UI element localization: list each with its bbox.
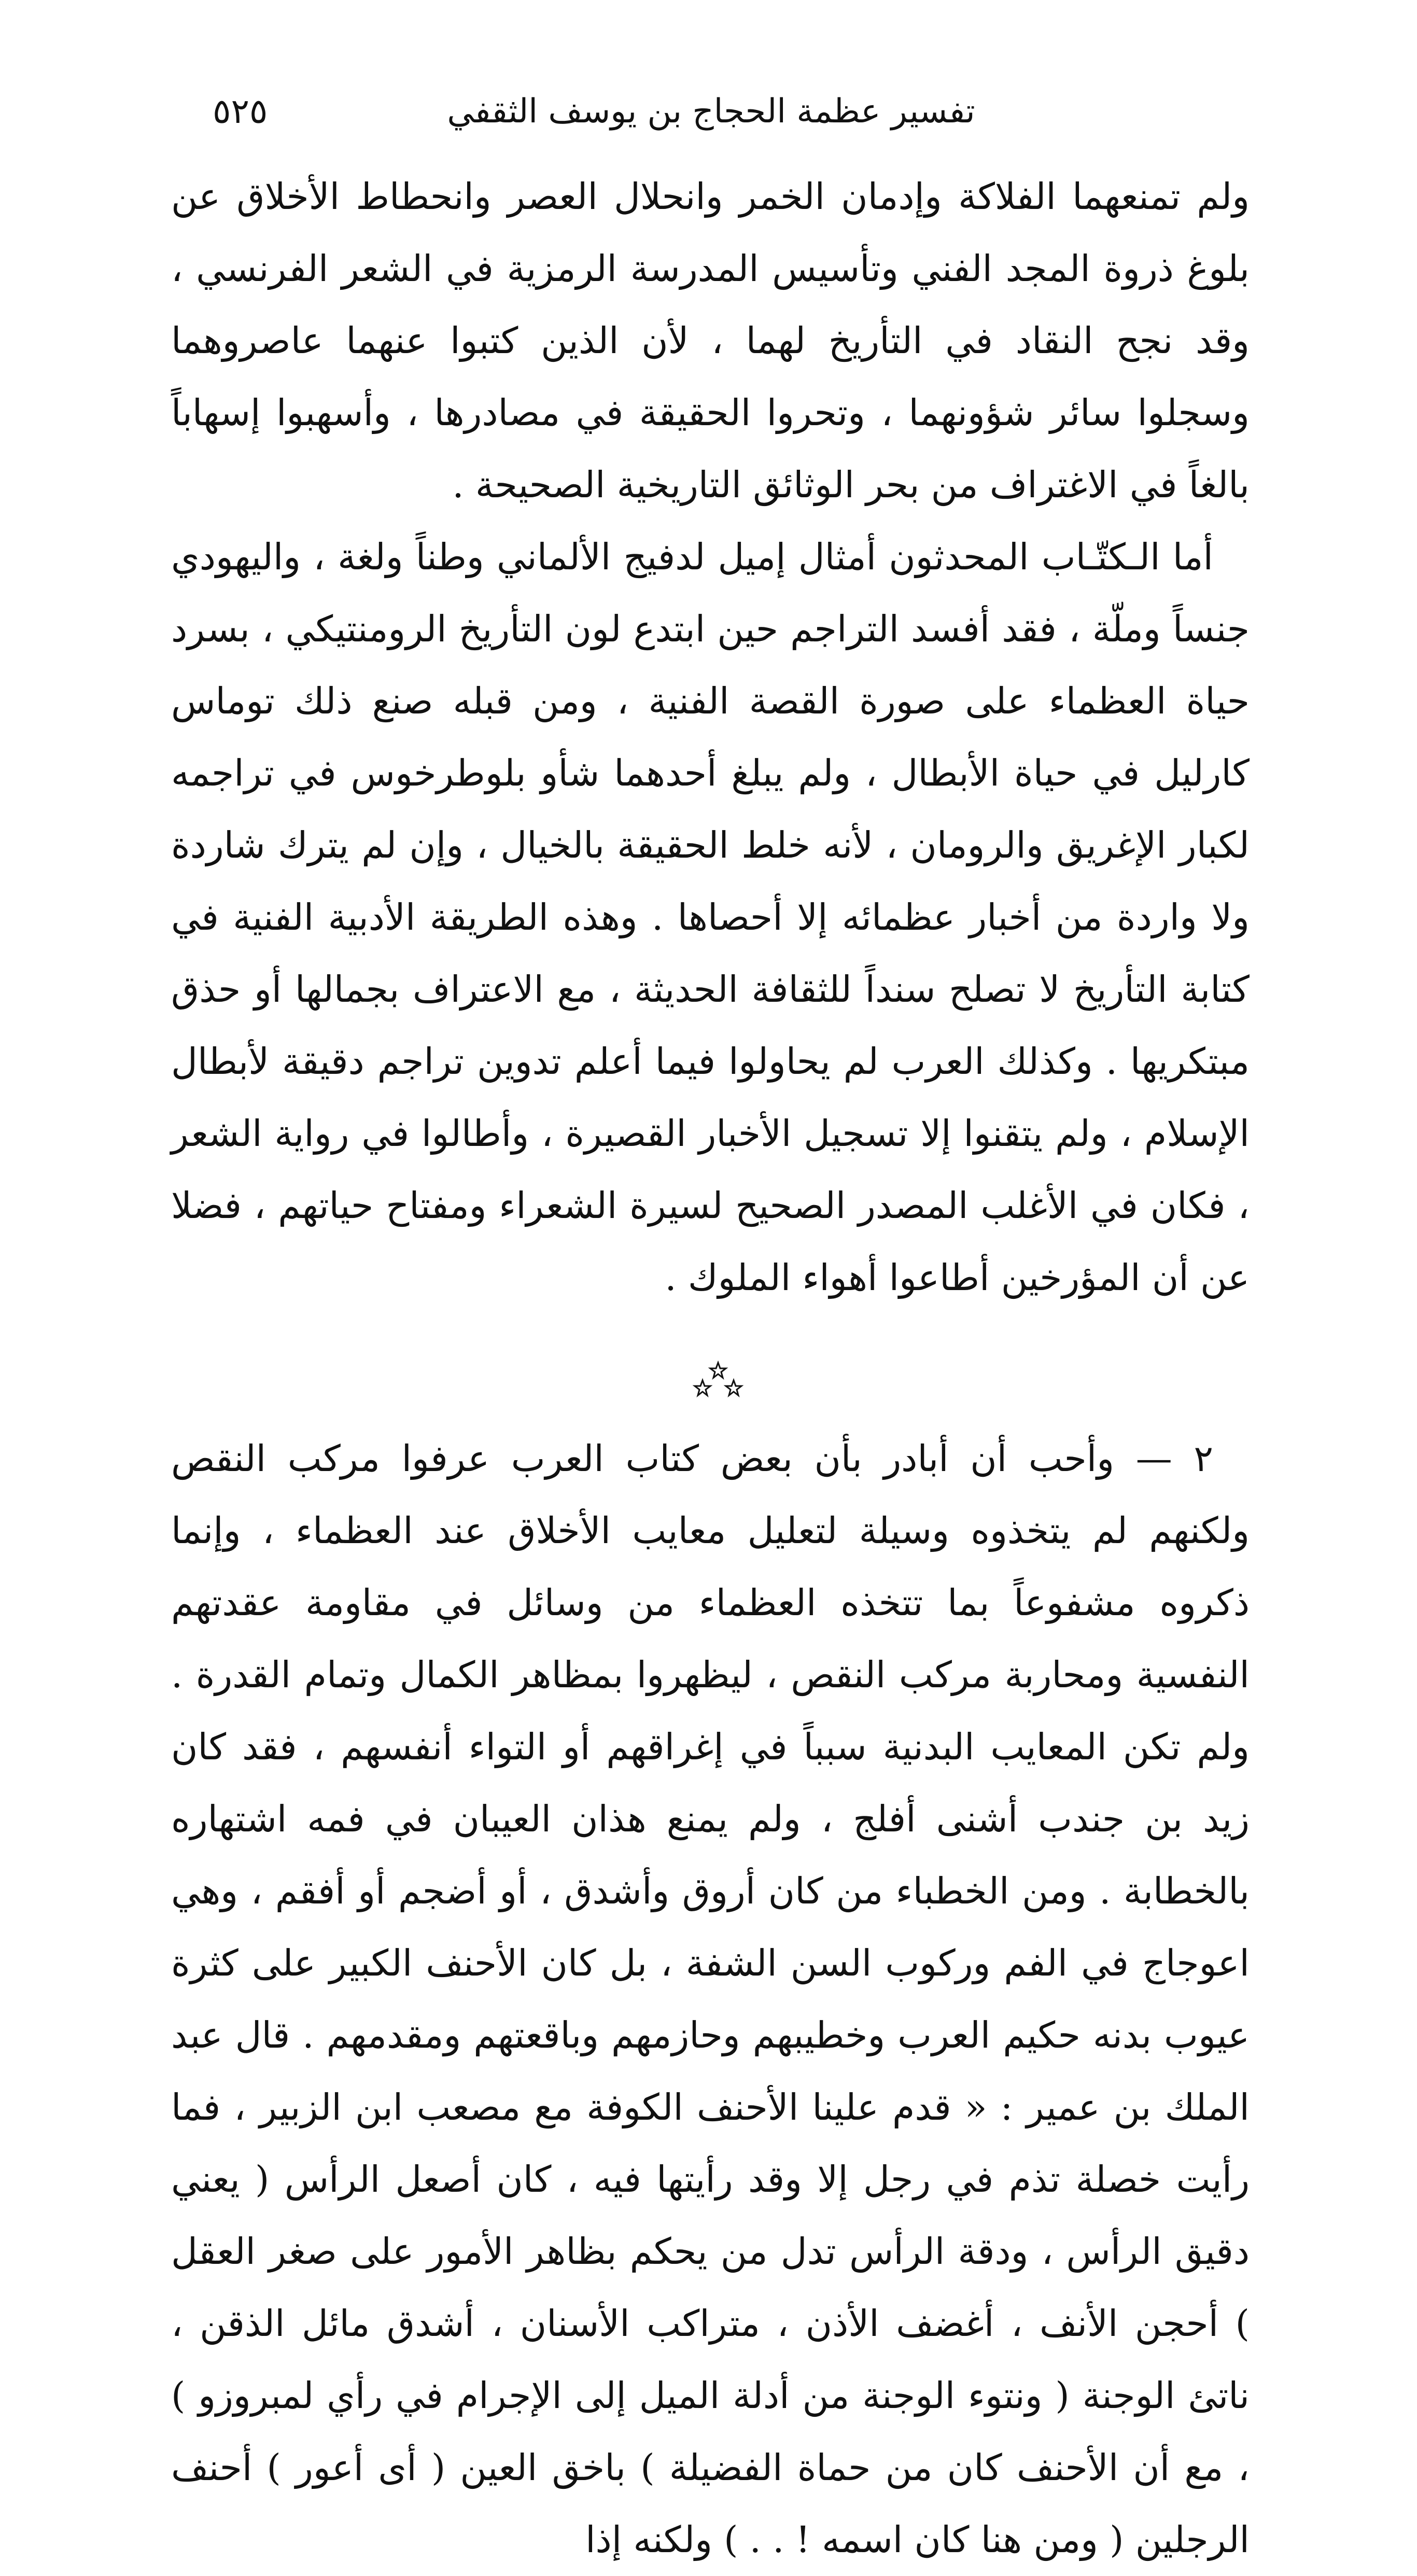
three-stars-icon: [690, 1361, 747, 1402]
paragraph-2: أما الـكتّـاب المحدثون أمثال إميل لدفيج الألماني وطناً ولغة ، واليهودي جنساً وملّة ، فقد أفسد التراجم حين ابتدع لون التأريخ الرومنتيكي ، بسرد حياة العظماء على صورة القصة الفنية ، ومن قبله صنع ذلك توماس كارليل في حياة الأبطال ، ولم يبلغ أحدهما شأو بلوطرخوس في تراجمه لكبار الإغريق والرومان ، لأنه خلط الحقيقة بالخيال ، وإن لم يترك شاردة ولا واردة من أخبار عظمائه إلا أحصاها . وهذه الطريقة الأدبية الفنية في كتابة التأريخ لا تصلح سنداً للثقافة الحديثة ، مع الاعتراف بجمالها أو حذق مبتكريها . وكذلك العرب لم يحاولوا فيما أعلم تدوين تراجم دقيقة لأبطال الإسلام ، ولم يتقنوا إلا تسجيل الأخبار القصيرة ، وأطالوا في رواية الشعر ، فكان في الأغلب المصدر الصحيح لسيرة الشعراء ومفتاح حياتهم ، فضلا عن أن المؤرخين أطاعوا أهواء الملوك .: [171, 536, 1250, 1299]
paragraph-1: ولم تمنعهما الفلاكة وإدمان الخمر وانحلال العصر وانحطاط الأخلاق عن بلوغ ذروة المجد الفني وتأسيس المدرسة الرمزية في الشعر الفرنسي ، وقد نجح النقاد في التأريخ لهما ، لأن الذين كتبوا عنهما عاصروهما وسجلوا سائر شؤونهما ، وتحروا الحقيقة في مصادرها ، وأسهبوا إسهاباً بالغاً في الاغتراف من بحر الوثائق التاريخية الصحيحة .: [171, 175, 1250, 506]
running-title: تفسير عظمة الحجاج بن يوسف الثقفي: [447, 92, 975, 131]
paragraph-3: ٢ — وأحب أن أبادر بأن بعض كتاب العرب عرفوا مركب النقص ولكنهم لم يتخذوه وسيلة لتعليل معايب الأخلاق عند العظماء ، وإنما ذكروه مشفوعاً بما تتخذه العظماء من وسائل في مقاومة عقدتهم النفسية ومحاربة مركب النقص ، ليظهروا بمظاهر الكمال وتمام القدرة . ولم تكن المعايب البدنية سبباً في إغراقهم أو التواء أنفسهم ، فقد كان زيد بن جندب أشنى أفلج ، ولم يمنع هذان العيبان في فمه اشتهاره بالخطابة . ومن الخطباء من كان أروق وأشدق ، أو أضجم أو أفقم ، وهي اعوجاج في الفم وركوب السن الشفة ، بل كان الأحنف الكبير على كثرة عيوب بدنه حكيم العرب وخطيبهم وحازمهم وباقعتهم ومقدمهم . قال عبد الملك بن عمير : « قدم علينا الأحنف الكوفة مع مصعب ابن الزبير ، فما رأيت خصلة تذم في رجل إلا وقد رأيتها فيه ، كان أصعل الرأس ( يعني دقيق الرأس ، ودقة الرأس تدل من يحكم بظاهر الأمور على صغر العقل ) أحجن الأنف ، أغضف الأذن ، متراكب الأسنان ، أشدق مائل الذقن ، ناتئ الوجنة ( ونتوء الوجنة من أدلة الميل إلى الإجرام في رأي لمبروزو ) ، مع أن الأحنف كان من حماة الفضيلة ) باخق العين ( أى أعور ) أحنف الرجلين ( ومن هنا كان اسمه ! . . ) ولكنه إذا: [171, 1437, 1250, 2561]
page-number: ٥٢٥: [213, 91, 268, 131]
page-header: [171, 78, 1251, 145]
body-text: [171, 161, 1250, 2576]
section-divider: [171, 1314, 1250, 1423]
